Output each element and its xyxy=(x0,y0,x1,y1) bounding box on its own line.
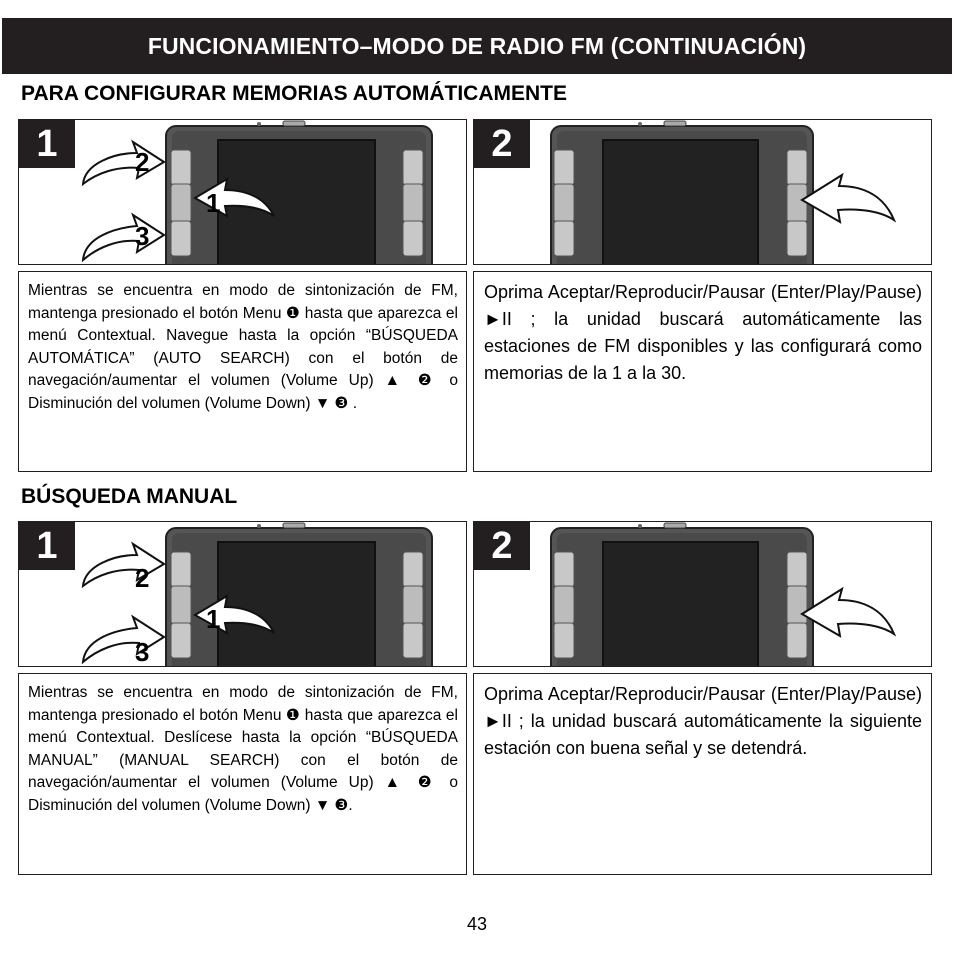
device-illustration xyxy=(474,522,932,667)
step-number-badge: 2 xyxy=(474,120,530,168)
device-illustration xyxy=(19,522,467,667)
section-title-auto-memories: PARA CONFIGURAR MEMORIAS AUTOMÁTICAMENTE xyxy=(21,82,567,105)
instruction-box-auto-step-1 xyxy=(18,271,467,472)
page-number: 43 xyxy=(466,914,488,934)
illustration-auto-step-2 xyxy=(473,119,932,265)
callout-number: 2 xyxy=(135,147,150,177)
step-number-badge: 1 xyxy=(19,120,75,168)
arrow-icon xyxy=(83,544,164,586)
instruction-text: Mientras se encuentra en modo de sintonización de FM, mantenga presionado el botón Menu ❶ hasta que aparezca el menú Contextual. Deslícese hasta la opción “BÚSQUEDA MANUAL” (MANUAL SEARCH) con el botón de navegación/aumentar el volumen (Volume Up) ▲ ❷ o Disminución del volumen (Volume Down) ▼ ❸. xyxy=(28,684,458,814)
illustration-manual-step-1 xyxy=(18,521,467,667)
device-illustration xyxy=(19,120,467,265)
arrow-icon xyxy=(802,175,894,222)
instruction-box-auto-step-2 xyxy=(473,271,932,472)
callout-number: 3 xyxy=(135,221,150,251)
instruction-text: Oprima Aceptar/Reproducir/Pausar (Enter/Play/Pause) ►II ; la unidad buscará automáticamente las estaciones de FM disponibles y las configurará como memorias de la 1 a la 30. xyxy=(484,282,922,383)
device-illustration xyxy=(474,120,932,265)
callout-number: 1 xyxy=(206,188,221,218)
arrow-icon xyxy=(802,589,894,636)
page-header-bar xyxy=(2,18,952,74)
page-header-title: FUNCIONAMIENTO–MODO DE RADIO FM (CONTINUACIÓN) xyxy=(147,32,807,59)
callout-number: 3 xyxy=(135,637,150,667)
callout-number: 2 xyxy=(135,563,150,593)
arrow-icon xyxy=(83,215,164,260)
arrow-icon xyxy=(83,142,164,184)
section-title-manual-search: BÚSQUEDA MANUAL xyxy=(21,485,238,508)
illustration-manual-step-2 xyxy=(473,521,932,667)
instruction-box-manual-step-2 xyxy=(473,673,932,875)
step-number-badge: 2 xyxy=(474,522,530,570)
instruction-box-manual-step-1 xyxy=(18,673,467,875)
callout-number: 1 xyxy=(206,604,221,634)
step-number-badge: 1 xyxy=(19,522,75,570)
arrow-icon xyxy=(83,617,164,662)
illustration-auto-step-1 xyxy=(18,119,467,265)
instruction-text: Mientras se encuentra en modo de sintonización de FM, mantenga presionado el botón Menu ❶ hasta que aparezca el menú Contextual. Navegue hasta la opción “BÚSQUEDA AUTOMÁTICA” (AUTO SEARCH) con el botón de navegación/aumentar el volumen (Volume Up) ▲ ❷ o Disminución del volumen (Volume Down) ▼ ❸ . xyxy=(28,282,458,412)
instruction-text: Oprima Aceptar/Reproducir/Pausar (Enter/Play/Pause) ►II ; la unidad buscará automáticamente la siguiente estación con buena señal y se detendrá. xyxy=(484,684,922,758)
